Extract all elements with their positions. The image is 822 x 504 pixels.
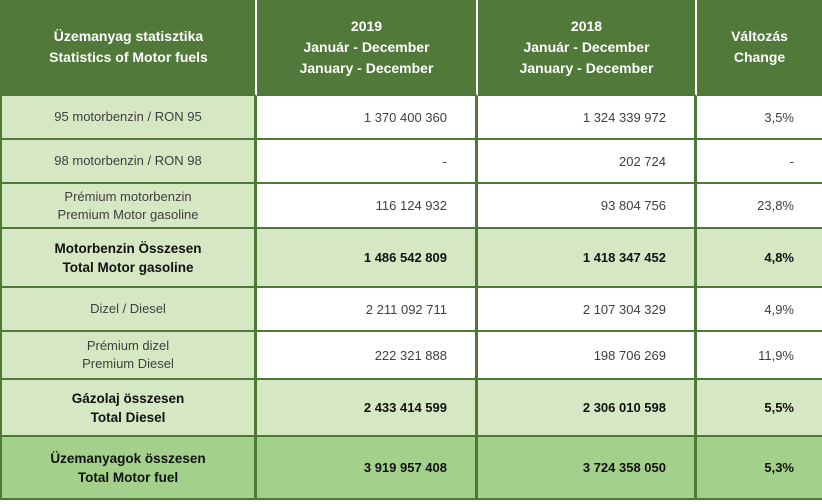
- total-gasoline-change: 4,8%: [697, 229, 822, 288]
- header-fuel-title-en: Statistics of Motor fuels: [49, 49, 208, 65]
- total-diesel-value-2018: 2 306 010 598: [478, 380, 697, 437]
- header-fuel-title-hu: Üzemanyag statisztika: [53, 28, 204, 44]
- total-fuel-change: 5,3%: [697, 437, 822, 500]
- row-label-line1: 98 motorbenzin / RON 98: [54, 153, 202, 168]
- premium-diesel-value-2019: 222 321 888: [257, 332, 478, 380]
- total-fuel-value-2019: 3 919 957 408: [257, 437, 478, 500]
- ron95-change: 3,5%: [697, 96, 822, 140]
- header-2018-range-en: January - December: [519, 59, 654, 76]
- row-label-premium-gasoline: [2, 184, 257, 229]
- header-fuel-column: [2, 0, 257, 96]
- row-label-line2: Premium Motor gasoline: [57, 206, 199, 222]
- diesel-value-2019: 2 211 092 711: [257, 288, 478, 332]
- header-2018-column: [478, 0, 697, 96]
- total-diesel-change: 5,5%: [697, 380, 822, 437]
- premium-gasoline-value-2018: 93 804 756: [478, 184, 697, 229]
- header-2019-range-hu: Január - December: [303, 38, 430, 55]
- header-change-en: Change: [733, 49, 786, 65]
- row-label-line1: Prémium dizel: [86, 338, 170, 353]
- header-change-column: [697, 0, 822, 96]
- total-diesel-value-2019: 2 433 414 599: [257, 380, 478, 437]
- premium-gasoline-value-2019: 116 124 932: [257, 184, 478, 229]
- row-label-total-gasoline: [2, 229, 257, 288]
- header-2018-year: 2018: [570, 17, 603, 34]
- ron98-change: -: [697, 140, 822, 184]
- ron95-value-2018: 1 324 339 972: [478, 96, 697, 140]
- row-label-line2: Premium Diesel: [82, 356, 174, 371]
- diesel-value-2018: 2 107 304 329: [478, 288, 697, 332]
- row-label-line1: Üzemanyagok összesen: [50, 450, 206, 466]
- row-label-ron98: [2, 140, 257, 184]
- total-gasoline-value-2019: 1 486 542 809: [257, 229, 478, 288]
- row-label-line1: Dizel / Diesel: [90, 301, 166, 316]
- ron95-value-2019: 1 370 400 360: [257, 96, 478, 140]
- row-label-line2: Total Diesel: [90, 409, 166, 425]
- header-change-hu: Változás: [731, 28, 788, 44]
- header-2018-range-hu: Január - December: [523, 38, 650, 55]
- row-label-premium-diesel: [2, 332, 257, 380]
- total-fuel-value-2018: 3 724 358 050: [478, 437, 697, 500]
- row-label-diesel: [2, 288, 257, 332]
- premium-diesel-value-2018: 198 706 269: [478, 332, 697, 380]
- ron98-value-2018: 202 724: [478, 140, 697, 184]
- row-label-line1: Prémium motorbenzin: [64, 188, 192, 204]
- row-label-line1: Motorbenzin Összesen: [54, 240, 202, 256]
- row-label-line1: Gázolaj összesen: [71, 390, 185, 406]
- header-2019-year: 2019: [350, 17, 383, 34]
- header-2019-column: [257, 0, 478, 96]
- diesel-change: 4,9%: [697, 288, 822, 332]
- row-label-total-fuel: [2, 437, 257, 500]
- premium-diesel-change: 11,9%: [697, 332, 822, 380]
- row-label-line1: 95 motorbenzin / RON 95: [54, 109, 202, 124]
- total-gasoline-value-2018: 1 418 347 452: [478, 229, 697, 288]
- row-label-total-diesel: [2, 380, 257, 437]
- row-label-line2: Total Motor gasoline: [62, 259, 194, 275]
- header-2019-range-en: January - December: [299, 59, 434, 76]
- row-label-line2: Total Motor fuel: [77, 469, 179, 485]
- ron98-value-2019: -: [257, 140, 478, 184]
- row-label-ron95: [2, 96, 257, 140]
- premium-gasoline-change: 23,8%: [697, 184, 822, 229]
